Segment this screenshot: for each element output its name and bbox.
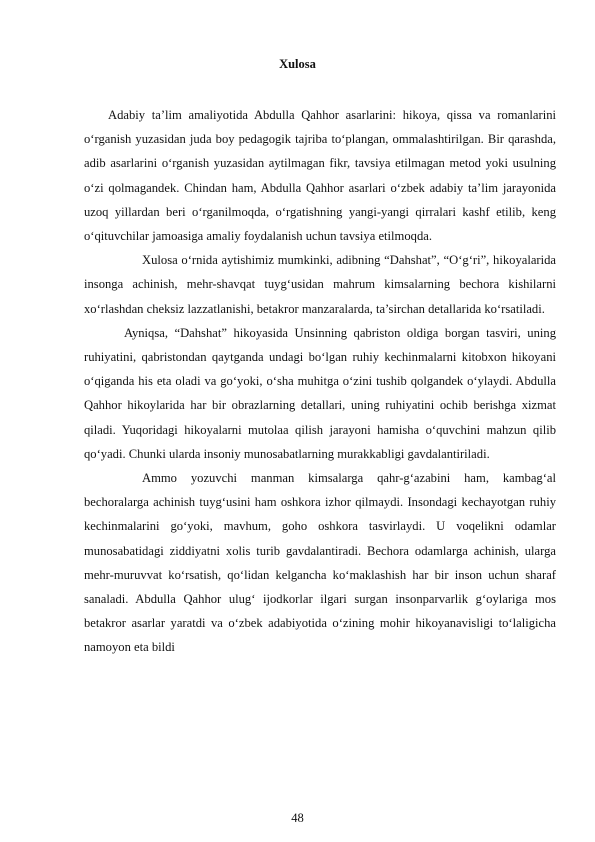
document-body [84,103,556,660]
paragraph-4: Ammo yozuvchi manman kimsalarga qahr-g‘azabini ham, kambag‘al bechoralarga achinish tuyg‘usini ham oshkora izhor qilmaydi. Insondagi kechayotgan ruhiy kechinmalarini go‘yoki, mavhum, goho oshkora tasvirlaydi. U voqelikni odamlar munosabatidagi ziddiyatni xolis turib gavdalantiradi. Bechora odamlarga achinish, ularga mehr-muruvvat ko‘rsatish, qo‘lidan kelgancha ko‘maklashish har bir inson uchun sharaf sanaladi. Abdulla Qahhor ulug‘ ijodkorlar ilgari surgan insonparvarlik g‘oylariga mos betakror asarlar yaratdi va o‘zbek adabiyotida o‘zining mohir hikoyanavisligi to‘laligicha namoyon eta bildi [84,471,556,655]
paragraph-2: Xulosa o‘rnida aytishimiz mumkinki, adibning “Dahshat”, “O‘g‘ri”, hikoyalarida insonga achinish, mehr-shavqat tuyg‘usidan mahrum kimsalarning bechora kishilarni xo‘rlashdan cheksiz lazzatlanishi, betakror manzaralarda, ta’sirchan detallarida ko‘rsatiladi. [84,253,556,316]
page-number: 48 [291,811,304,825]
paragraph-1: Adabiy ta’lim amaliyotida Abdulla Qahhor asarlarini: hikoya, qissa va romanlarini o‘rganish yuzasidan juda boy pedagogik tajriba to‘plangan, ommalashtirilgan. Bir qarashda, adib asarlarini o‘rganish yuzasidan aytilmagan fikr, tavsiya etilmagan metod yoki usulning o‘zi qolmagandek. Chindan ham, Abdulla Qahhor asarlari o‘zbek adabiy ta’lim jarayonida uzoq yillardan beri o‘rganilmoqda, o‘rgatishning yangi-yangi qirralari kashf etilib, keng o‘qituvchilar jamoasiga amaliy foydalanish uchun tavsiya etilmoqda. [84,108,556,244]
section-title: Xulosa [279,57,316,71]
paragraph-3: Ayniqsa, “Dahshat” hikoyasida Unsinning qabriston oldiga borgan tasviri, uning ruhiyatini, qabristondan qaytganda undagi bo‘lgan ruhiy kechinmalarni kitobxon hikoyani o‘qiganda his eta oladi va go‘yoki, o‘sha muhitga o‘zini tushib qolgandek o‘ylaydi. Abdulla Qahhor hikoylarida har bir obrazlarning detallari, uning ruhiyatini ochib berishga xizmat qiladi. Yuqoridagi hikoyalarni mutolaa qilish jarayoni hamisha o‘quvchini mahzun qilib qo‘yadi. Chunki ularda insoniy munosabatlarning murakkabligi gavdalantiriladi. [84,325,556,461]
